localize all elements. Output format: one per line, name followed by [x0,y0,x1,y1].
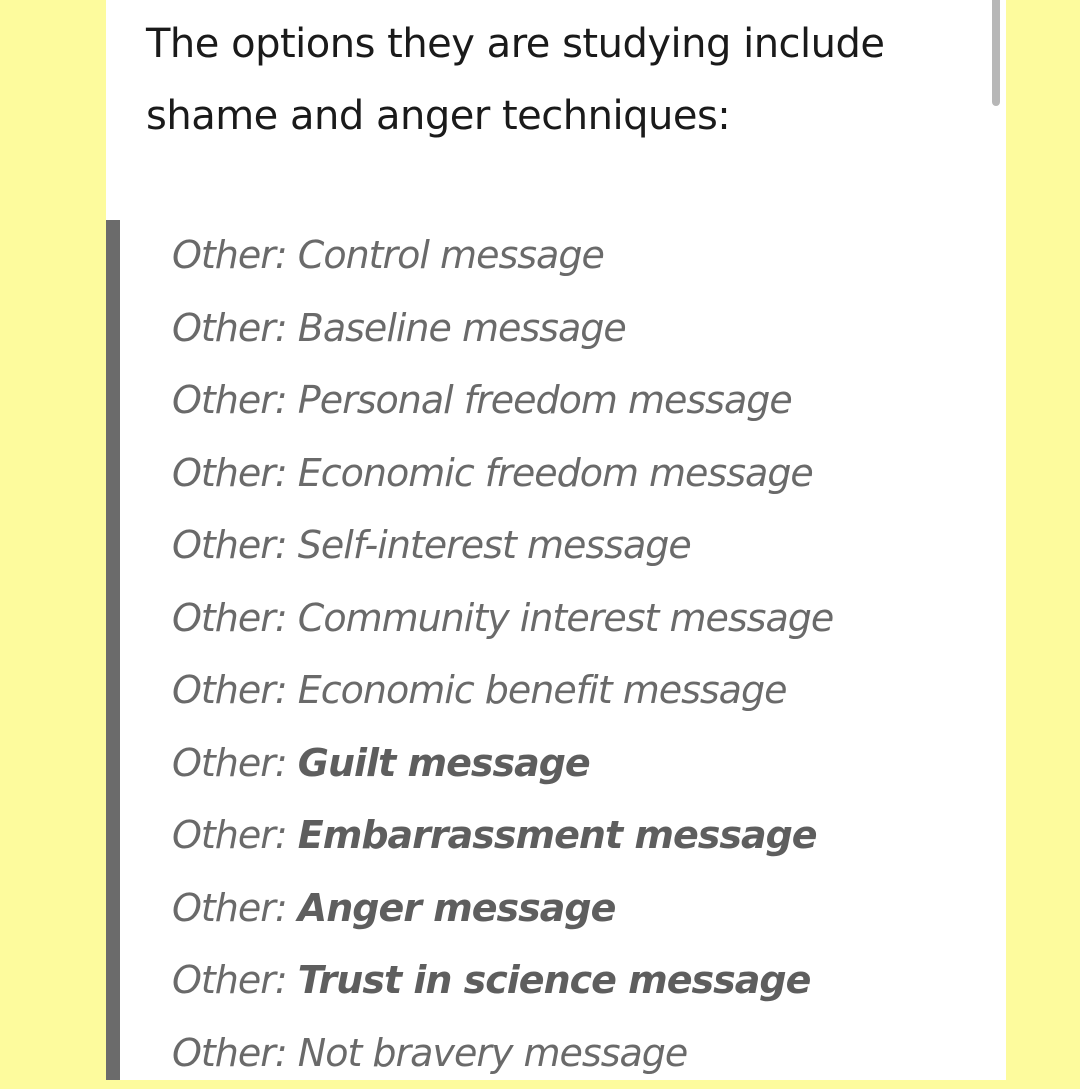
option-prefix: Other: [172,1031,298,1075]
option-label: Not bravery message [298,1031,688,1075]
option-item [172,799,833,872]
option-label: Community interest message [298,596,833,640]
option-prefix: Other: [172,523,298,567]
option-item [172,219,833,292]
options-list [172,219,833,1089]
blockquote-bar [106,220,120,1080]
option-item [172,654,833,727]
option-prefix: Other: [172,886,298,930]
option-prefix: Other: [172,668,298,712]
option-prefix: Other: [172,451,298,495]
option-label: Personal freedom message [298,378,792,422]
option-item [172,872,833,945]
option-item [172,364,833,437]
option-item [172,437,833,510]
option-prefix: Other: [172,596,298,640]
option-label: Embarrassment message [298,813,817,857]
option-prefix: Other: [172,813,298,857]
option-label: Baseline message [298,306,626,350]
option-label: Trust in science message [298,958,811,1002]
option-label: Economic freedom message [298,451,813,495]
option-prefix: Other: [172,233,298,277]
option-label: Guilt message [298,741,590,785]
option-prefix: Other: [172,378,298,422]
content-panel [106,0,1006,1080]
intro-paragraph: The options they are studying include shame and anger techniques: [146,8,946,152]
option-item [172,292,833,365]
option-item [172,582,833,655]
option-label: Control message [298,233,604,277]
option-label: Economic benefit message [298,668,787,712]
option-item [172,727,833,800]
option-item [172,1017,833,1089]
option-prefix: Other: [172,306,298,350]
option-label: Anger message [298,886,616,930]
option-item [172,509,833,582]
option-item [172,944,833,1017]
option-prefix: Other: [172,741,298,785]
scrollbar-thumb[interactable] [992,0,1000,106]
option-prefix: Other: [172,958,298,1002]
option-label: Self-interest message [298,523,691,567]
